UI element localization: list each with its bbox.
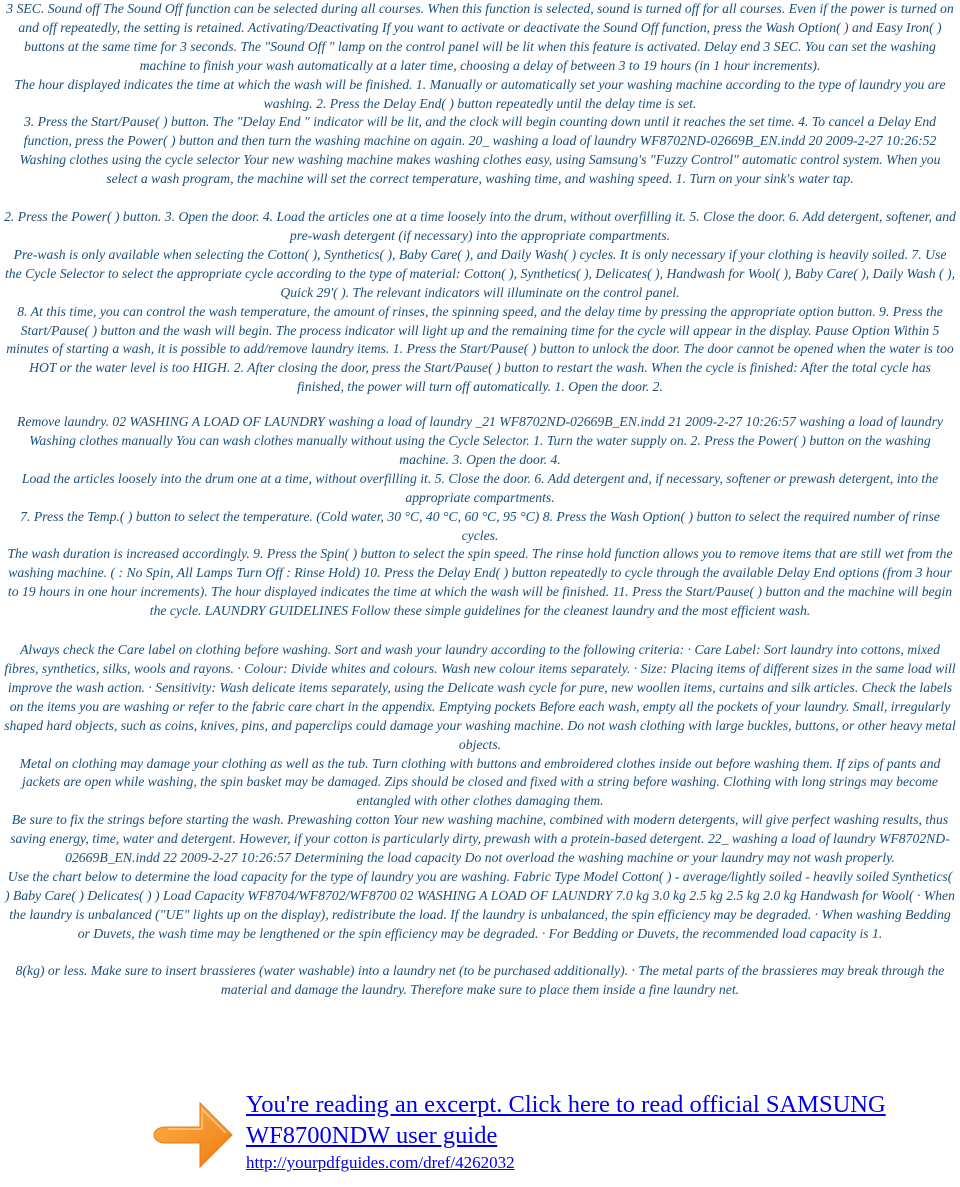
excerpt-footer <box>148 1085 948 1185</box>
paragraph-brassieres: 8(kg) or less. Make sure to insert brassieres (water washable) into a laundry net (to be purchased additionally). · The metal parts of the brassieres may break through the material and damage the laundry. Therefore make sure to place them inside a fine laundry net. <box>15 962 945 997</box>
paragraph-sound-off: 3 SEC. Sound off The Sound Off function can be selected during all courses. When this function is selected, sound is turned off for all courses. Even if the power is turned on and off repeatedly, the setting is retained. Activating/Deactivating If you want to activate or deactivate the Sound Off function, press the Wash Option( ) and Easy Iron( ) buttons at the same time for 3 seconds. The "Sound Off " lamp on the control panel will be lit when this feature is activated. Delay end 3 SEC. You can set the washing machine to finish your wash automatically at a later time, choosing a delay of between 3 to 19 hours (in 1 hour increments). <box>6 1 954 73</box>
paragraph-prewashing-cotton: Be sure to fix the strings before starting the wash. Prewashing cotton Your new washing machine, combined with modern detergents, will give perfect washing results, thus saving energy, time, water and detergent. However, if your cotton is particularly dirty, prewash with a protein-based detergent. 22_ washing a load of laundry WF8702ND-02669B_EN.indd 22 2009-2-27 10:26:57 Determining the load capacity Do not overload the washing machine or your laundry may not wash properly. <box>10 812 950 866</box>
paragraph-pause-option: 8. At this time, you can control the wash temperature, the amount of rinses, the spinning speed, and the delay time by pressing the appropriate option button. 9. Press the Start/Pause( ) button and the wash will begin. The process indicator will light up and the remaining time for the cycle will appear in the display. Pause Option Within 5 minutes of starting a wash, it is possible to add/remove laundry items. 1. Press the Start/Pause( ) button to unlock the door. The door cannot be opened when the water is too HOT or the water level is too HIGH. 2. After closing the door, press the Start/Pause( ) button to restart the wash. When the cycle is finished: After the total cycle has finished, the power will turn off automatically. 1. Open the door. 2. <box>6 303 954 395</box>
read-official-guide-link[interactable]: You're reading an excerpt. Click here to read official SAMSUNG WF8700NDW user guide <box>246 1091 886 1149</box>
paragraph-manual-wash: Remove laundry. 02 WASHING A LOAD OF LAUNDRY washing a load of laundry _21 WF8702ND-02669B_EN.indd 21 2009-2-27 10:26:57 washing a load of laundry Washing clothes manually You can wash clothes manually without using the Cycle Selector. 1. Turn the water supply on. 2. Press the Power( ) button on the washing machine. 3. Open the door. 4. <box>17 414 943 467</box>
pdf-guide-url-link[interactable]: http://yourpdfguides.com/dref/4262032 <box>246 1153 515 1172</box>
paragraph-prewash: Pre-wash is only available when selecting the Cotton( ), Synthetics( ), Baby Care( ), and Daily Wash( ) cycles. It is only necessary if your clothing is heavily soiled. 7. Use the Cycle Selector to select the appropriate cycle according to the type of material: Cotton( ), Synthetics( ), Delicates( ), Handwash for Wool( ), Baby Care( ), Daily Wash ( ), Quick 29'( ). The relevant indicators will illuminate on the control panel. <box>4 246 956 300</box>
paragraph-spin-delay: The wash duration is increased accordingly. 9. Press the Spin( ) button to select the spin speed. The rinse hold function allows you to remove items that are still wet from the washing machine. ( : No Spin, All Lamps Turn Off : Rinse Hold) 10. Press the Delay End( ) button repeatedly to cycle through the available Delay End options (from 3 hour to 19 hours in one hour increments). The hour displayed indicates the time at which the wash will be finished. 11. Press the Start/Pause( ) button and the machine will begin the cycle. LAUNDRY GUIDELINES Follow these simple guidelines for the cleanest laundry and the most efficient wash. <box>7 546 953 619</box>
paragraph-load-steps: 2. Press the Power( ) button. 3. Open the door. 4. Load the articles one at a time loosely into the drum, without overfilling it. 5. Close the door. 6. Add detergent, softener, and pre-wash detergent (if necessary) into the appropriate compartments. <box>4 209 956 243</box>
paragraph-delay-end: The hour displayed indicates the time at which the wash will be finished. 1. Manually or automatically set your washing machine according to the type of laundry you are washing. 2. Press the Delay End( ) button repeatedly until the delay time is set. <box>14 76 946 111</box>
paragraph-metal-clothing: Metal on clothing may damage your clothing as well as the tub. Turn clothing with buttons and embroidered clothes inside out before washing them. If zips of pants and jackets are open while washing, the spin basket may be damaged. Zips should be closed and fixed with a string before washing. Clothing with long strings may become entangled with other clothes damaging them. <box>19 755 941 809</box>
paragraph-laundry-guidelines: Always check the Care label on clothing before washing. Sort and wash your laundry according to the following criteria: · Care Label: Sort laundry into cottons, mixed fibres, synthetics, silks, wools and rayons. · Colour: Divide whites and colours. Wash new colour items separately. · Size: Placing items of different sizes in the same load will improve the wash action. · Sensitivity: Wash delicate items separately, using the Delicate wash cycle for pure, new woollen items, curtains and silk articles. Check the labels on the items you are washing or refer to the fabric care chart in the appendix. Emptying pockets Before each wash, empty all the pockets of your laundry. Small, irregularly shaped hard objects, such as coins, knives, pins, and paperclips could damage your washing machine. Do not wash clothing with large buckles, buttons, or other heavy metal objects. <box>4 642 956 752</box>
paragraph-load-capacity: Use the chart below to determine the load capacity for the type of laundry you are washing. Fabric Type Model Cotton( ) - average/lightly soiled - heavily soiled Synthetics( ) Baby Care( ) Delicates( ) ) Load Capacity WF8704/WF8702/WF8700 02 WASHING A LOAD OF LAUNDRY 7.0 kg 3.0 kg 2.5 kg 2.5 kg 2.0 kg Handwash for Wool( · When the laundry is unbalanced ("UE" lights up on the display), redistribute the load. If the laundry is unbalanced, the spin efficiency may be degraded. · When washing Bedding or Duvets, the wash time may be lengthened or the spin efficiency may be degraded. · For Bedding or Duvets, the recommended load capacity is 1. <box>5 868 955 941</box>
paragraph-load-articles: Load the articles loosely into the drum one at a time, without overfilling it. 5. Close the door. 6. Add detergent and, if necessary, softener or prewash detergent, into the appropriate compartments. <box>21 470 939 505</box>
orange-arrow-icon <box>148 1089 238 1179</box>
paragraph-cycle-selector: 3. Press the Start/Pause( ) button. The "Delay End " indicator will be lit, and the clock will begin counting down until it reaches the set time. 4. To cancel a Delay End function, press the Power( ) button and then turn the washing machine on again. 20_ washing a load of laundry WF8702ND-02669B_EN.indd 20 2009-2-27 10:26:52 Washing clothes using the cycle selector Your new washing machine makes washing clothes easy, using Samsung's "Fuzzy Control" automatic control system. When you select a wash program, the machine will set the correct temperature, washing time, and washing speed. 1. Turn on your sink's water tap. <box>19 114 941 187</box>
paragraph-temperature: 7. Press the Temp.( ) button to select the temperature. (Cold water, 30 °C, 40 °C, 60 °C, 95 °C) 8. Press the Wash Option( ) button to select the required number of rinse cycles. <box>20 508 940 543</box>
